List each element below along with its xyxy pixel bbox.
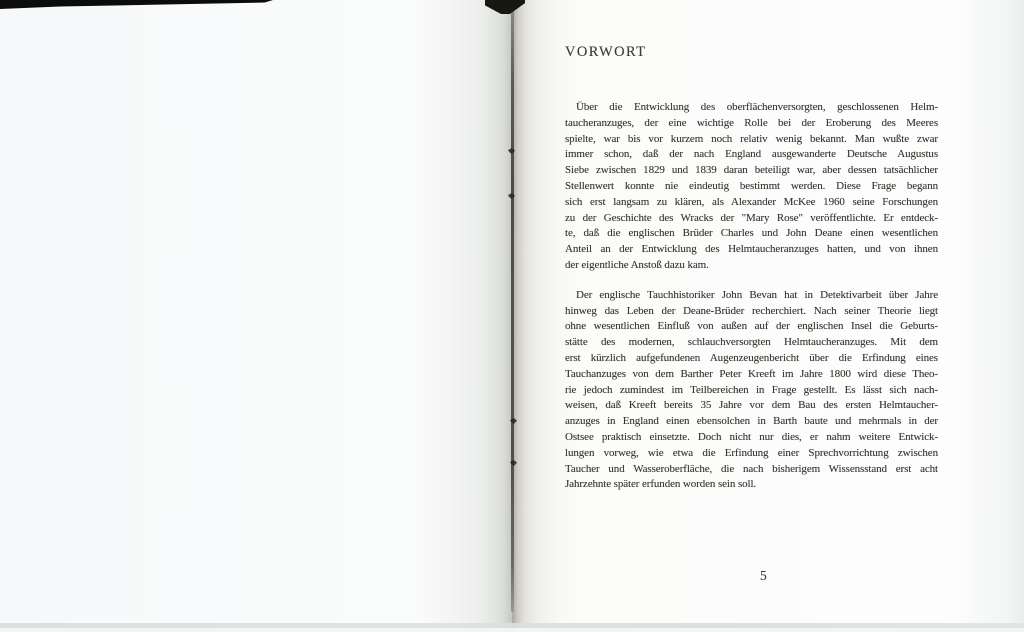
- text-line: hinweg das Leben der Deane-Brüder recherchiert. Nach seiner Theorie liegt: [565, 304, 938, 317]
- text-line: Jahrzehnte später erfunden worden sein soll.: [565, 478, 757, 491]
- text-line: Der englische Tauchhistoriker John Bevan hat in Detektivarbeit über Jahre: [576, 288, 938, 301]
- paragraph: [565, 288, 938, 493]
- text-line: te, daß die englischen Brüder Charles und John Deane einen wesentlichen: [565, 227, 938, 240]
- text-line: sich erst langsam zu klären, als Alexander McKee 1960 seine Forschungen: [565, 195, 938, 208]
- page-title: VORWORT: [565, 44, 647, 60]
- text-line: Ostsee praktisch einsetzte. Doch nicht nur dies, er nahm weitere Entwick-: [565, 430, 938, 443]
- paragraph: [565, 100, 938, 274]
- text-line: Anteil an der Entwicklung des Helmtaucheranzuges hatten, und von ihnen: [565, 243, 938, 256]
- text-line: Über die Entwicklung des oberflächenversorgten, geschlossenen Helm-: [576, 101, 938, 113]
- text-line: Taucher und Wasseroberfläche, die nach bisherigem Wissensstand erst acht: [565, 462, 938, 475]
- text-line: ohne wesentlichen Einfluß von außen auf der englischen Insel die Geburts-: [565, 320, 938, 333]
- text-line: weisen, daß Kreeft bereits 35 Jahre vor dem Bau des ersten Helmtaucher-: [565, 399, 938, 412]
- text-line: immer schon, daß der nach England ausgewanderte Deutsche Augustus: [565, 148, 938, 161]
- text-line: stätte des modernen, schlauchversorgten Helmtaucheranzuges. Mit dem: [565, 336, 938, 349]
- text-line: anzuges in England einen ebensolchen in Barth baute und mehrmals in der: [565, 415, 938, 428]
- text-line: zu der Geschichte des Wracks der "Mary Rose" veröffentlichte. Er entdeck-: [565, 211, 938, 224]
- scanner-bed-margin: [0, 628, 1024, 632]
- page-content: [565, 44, 938, 493]
- text-line: der eigentliche Anstoß dazu kam.: [565, 258, 709, 271]
- page-number: 5: [760, 568, 767, 583]
- text-line: spielte, war bis vor kurzem noch relativ wenig bekannt. Man wußte zwar: [565, 132, 938, 145]
- text-line: erst kürzlich aufgefundenen Augenzeugenbericht über die Erfindung eines: [565, 351, 938, 364]
- text-line: rie jedoch zumindest im Teilbereichen in Frage gestellt. Es lässt sich nach-: [565, 383, 938, 396]
- text-line: Tauchanzuges von dem Barther Peter Kreeft im Jahre 1800 wird diese Theo-: [565, 367, 938, 380]
- body-text: [565, 100, 938, 493]
- text-line: lungen vorweg, wie etwa die Erfindung einer Sprechvorrichtung zwischen: [565, 446, 938, 459]
- text-line: Stellenwert konnte nie eindeutig bestimmt werden. Diese Frage begann: [565, 179, 938, 192]
- text-line: taucheranzuges, der eine wichtige Rolle bei der Eroberung des Meeres: [565, 116, 938, 129]
- text-line: Siebe zwischen 1829 und 1839 daran beteiligt war, aber dessen tatsächlicher: [565, 164, 938, 177]
- book-gutter-fold: [511, 8, 514, 612]
